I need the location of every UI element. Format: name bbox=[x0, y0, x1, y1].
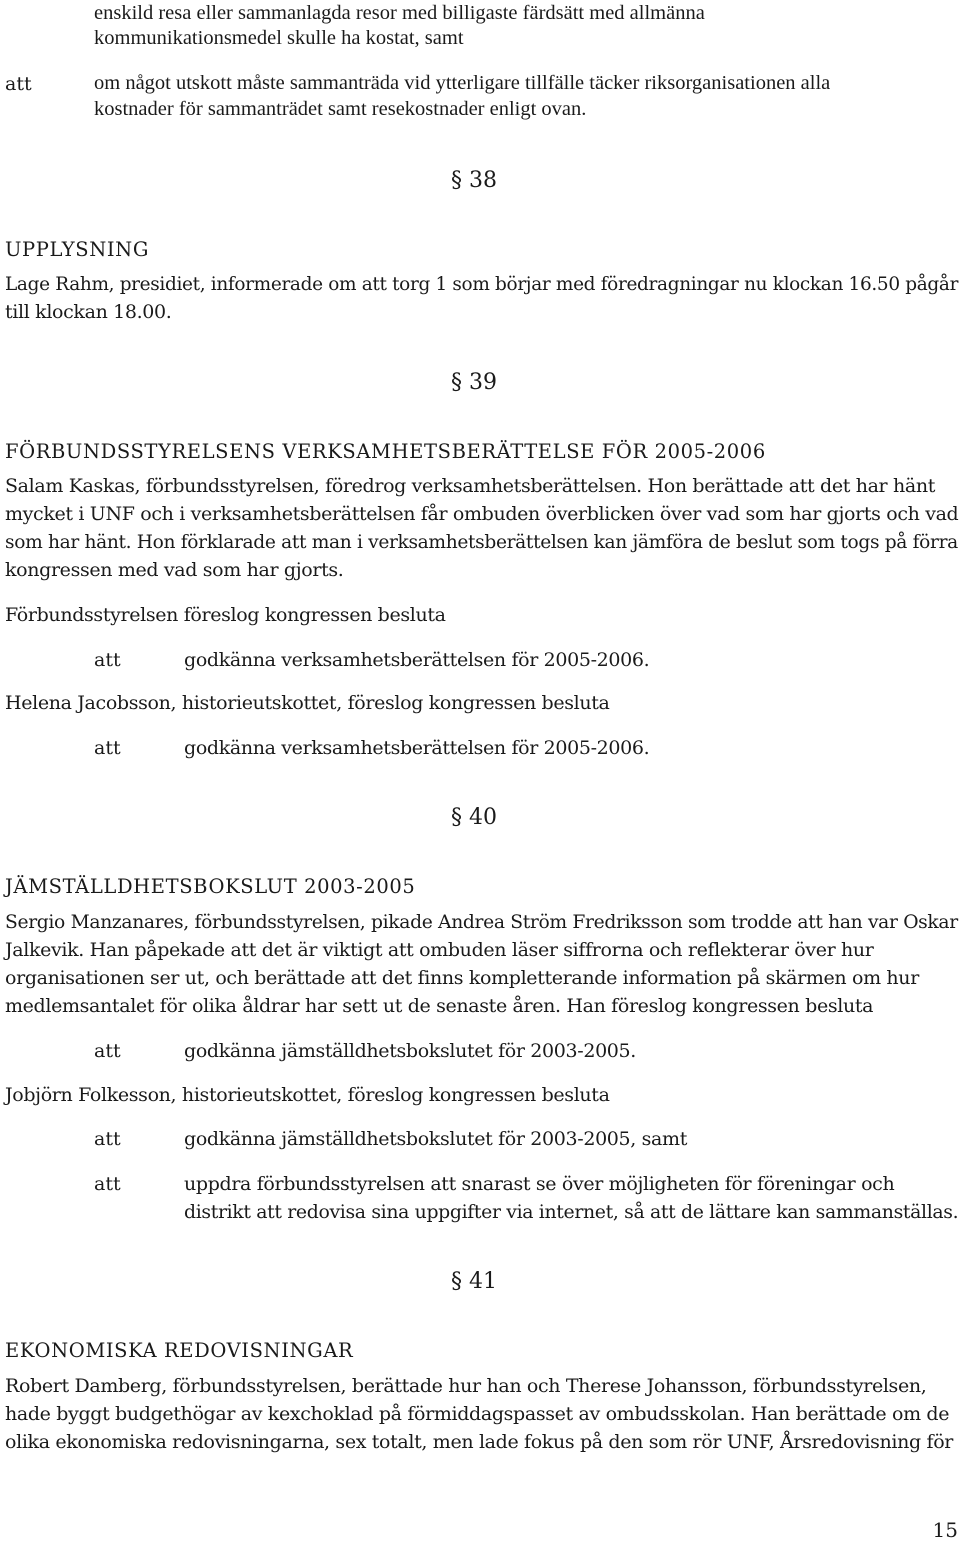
section-39-proposal-2: Helena Jacobsson, historieutskottet, föreslog kongressen besluta bbox=[5, 692, 610, 714]
section-40-para-line: organisationen ser ut, och berättade att det finns kompletterande information på skärmen om hur bbox=[5, 967, 919, 989]
top-item-line-2: kostnader för sammanträdet samt resekostnader enligt ovan. bbox=[94, 98, 587, 120]
section-40-item-3-line-2: distrikt att redovisa sina uppgifter via internet, så att de lättare kan sammanställas. bbox=[184, 1201, 959, 1223]
att-label: att bbox=[94, 1173, 121, 1195]
section-39-para-line: mycket i UNF och i verksamhetsberättelsen får ombuden överblicken över vad som har gjorts och vad bbox=[5, 503, 959, 525]
section-39-item-1: godkänna verksamhetsberättelsen för 2005-2006. bbox=[184, 649, 650, 671]
section-40-para-line: medlemsantalet för olika åldrar har sett ut de senaste åren. Han föreslog kongressen besluta bbox=[5, 995, 874, 1017]
section-41-para-line: Robert Damberg, förbundsstyrelsen, berättade hur han och Therese Johansson, förbundsstyrelsen, bbox=[5, 1375, 927, 1397]
section-39-item-2: godkänna verksamhetsberättelsen för 2005-2006. bbox=[184, 737, 650, 759]
section-39-number: § 39 bbox=[451, 370, 497, 395]
section-41-para-line: hade byggt budgethögar av kexchoklad på förmiddagspasset av ombudsskolan. Han berättade om de bbox=[5, 1403, 950, 1425]
section-40-number: § 40 bbox=[451, 805, 497, 830]
att-label: att bbox=[5, 73, 32, 95]
section-sign-icon: § bbox=[451, 805, 462, 830]
page-number: 15 bbox=[932, 1518, 958, 1542]
section-41-number: § 41 bbox=[451, 1269, 497, 1294]
section-38-number: § 38 bbox=[451, 168, 497, 193]
section-38-line-2: till klockan 18.00. bbox=[5, 301, 172, 323]
att-label: att bbox=[94, 649, 121, 671]
section-40-para-line: Jalkevik. Han påpekade att det är viktigt att ombuden läser siffrorna och reflekterar över hur bbox=[5, 939, 874, 961]
section-40-item-1: godkänna jämställdhetsbokslutet för 2003-2005. bbox=[184, 1040, 636, 1062]
att-label: att bbox=[94, 1040, 121, 1062]
att-label: att bbox=[94, 737, 121, 759]
section-39-para-line: som har hänt. Hon förklarade att man i verksamhetsberättelsen kan jämföra de beslut som togs på förra bbox=[5, 531, 958, 553]
att-label: att bbox=[94, 1128, 121, 1150]
top-item-line-1: om något utskott måste sammanträda vid ytterligare tillfälle täcker riksorganisationen alla bbox=[94, 72, 831, 94]
top-line-1: enskild resa eller sammanlagda resor med billigaste färdsätt med allmänna bbox=[94, 2, 705, 24]
section-39-para-line: Salam Kaskas, förbundsstyrelsen, föredrog verksamhetsberättelsen. Hon berättade att det har hänt bbox=[5, 475, 936, 497]
section-40-para-line: Sergio Manzanares, förbundsstyrelsen, pikade Andrea Ström Fredriksson som trodde att han var Oskar bbox=[5, 911, 958, 933]
section-39-proposal-1: Förbundsstyrelsen föreslog kongressen besluta bbox=[5, 604, 446, 626]
section-39-para-line: kongressen med vad som har gjorts. bbox=[5, 559, 344, 581]
section-40-proposal-2: Jobjörn Folkesson, historieutskottet, föreslog kongressen besluta bbox=[5, 1084, 610, 1106]
section-sign-icon: § bbox=[451, 168, 462, 193]
section-41-para-line: olika ekonomiska redovisningarna, sex totalt, men lade fokus på den som rör UNF, Årsredovisning för bbox=[5, 1431, 954, 1453]
top-line-2: kommunikationsmedel skulle ha kostat, samt bbox=[94, 27, 464, 49]
section-39-heading: FÖRBUNDSSTYRELSENS VERKSAMHETSBERÄTTELSE FÖR 2005-2006 bbox=[5, 440, 766, 463]
section-40-item-2: godkänna jämställdhetsbokslutet för 2003-2005, samt bbox=[184, 1128, 687, 1150]
section-sign-icon: § bbox=[451, 1269, 462, 1294]
section-sign-icon: § bbox=[451, 370, 462, 395]
section-40-item-3-line-1: uppdra förbundsstyrelsen att snarast se över möjligheten för föreningar och bbox=[184, 1173, 895, 1195]
section-38-heading: UPPLYSNING bbox=[5, 238, 150, 261]
section-38-line-1: Lage Rahm, presidiet, informerade om att torg 1 som börjar med föredragningar nu klockan 16.50 pågår bbox=[5, 273, 959, 295]
section-40-heading: JÄMSTÄLLDHETSBOKSLUT 2003-2005 bbox=[5, 875, 416, 898]
section-41-heading: EKONOMISKA REDOVISNINGAR bbox=[5, 1339, 354, 1362]
